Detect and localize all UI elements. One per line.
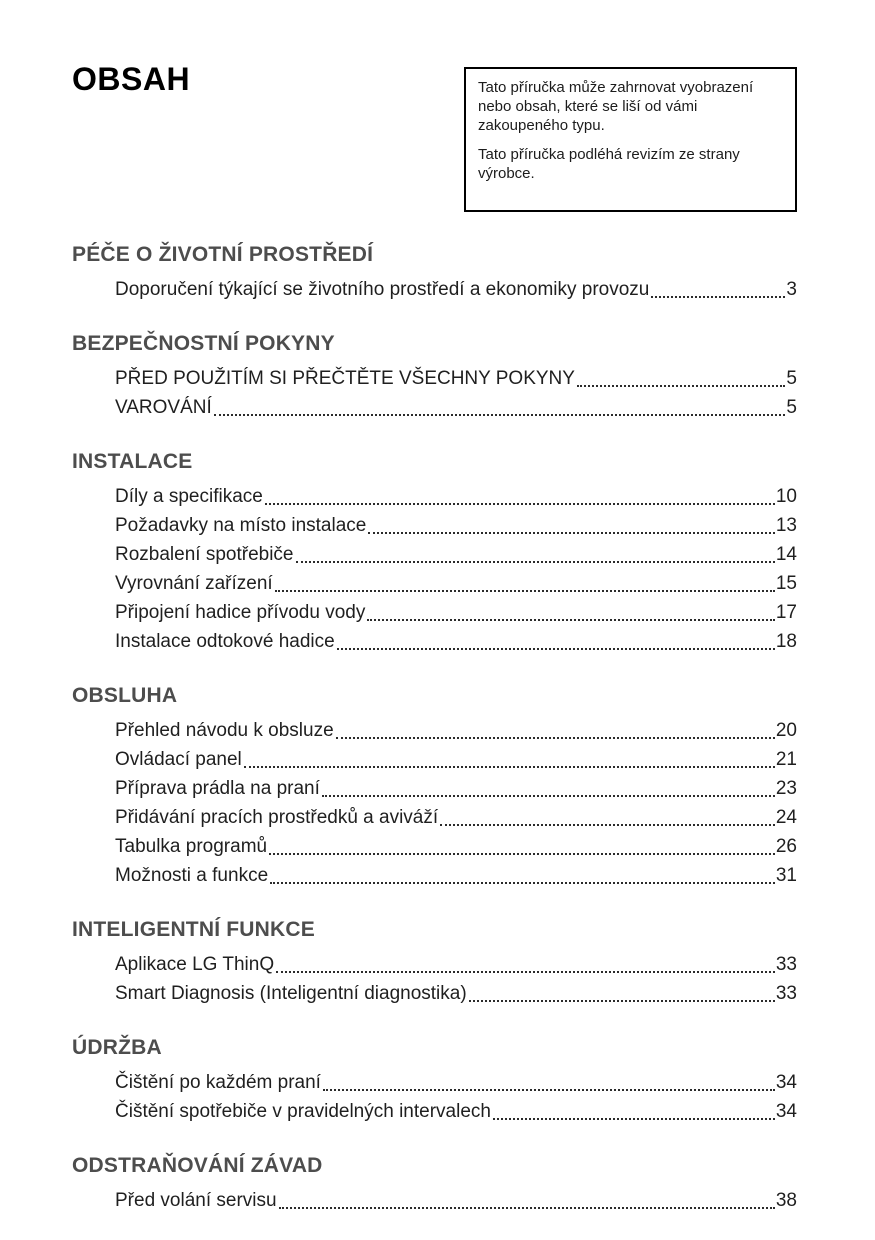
toc-entry [115,1097,797,1126]
toc-section-entries [72,275,797,304]
toc-entry-label: VAROVÁNÍ [115,397,212,418]
page-header [72,60,797,214]
toc-section-entries [72,1068,797,1126]
toc-section-title: ODSTRAŇOVÁNÍ ZÁVAD [72,1154,323,1177]
toc-entry-label: Smart Diagnosis (Inteligentní diagnostika) [115,983,467,1004]
page-title: OBSAH [72,61,191,97]
toc-section [72,1035,797,1126]
toc-entry [115,482,797,511]
dot-leader [276,971,775,973]
toc-section-entries [72,1186,797,1215]
toc-section-title: OBSLUHA [72,684,178,707]
toc-section [72,449,797,656]
dot-leader [265,503,775,505]
toc-entry-label: Instalace odtokové hadice [115,631,335,652]
toc-entry-label: Rozbalení spotřebiče [115,544,294,565]
toc-entry-page-number: 26 [775,836,797,857]
toc-entry-label: Připojení hadice přívodu vody [115,602,366,623]
dot-leader [367,619,775,621]
toc-entry-page-number: 18 [775,631,797,652]
toc-entry-label: Vyrovnání zařízení [115,573,273,594]
toc-entry-label: Díly a specifikace [115,486,263,507]
dot-leader [214,414,786,416]
toc-entry-page-number: 23 [775,778,797,799]
toc-entry-page-number: 21 [775,749,797,770]
toc-section-title: INTELIGENTNÍ FUNKCE [72,918,315,941]
toc-section-title: INSTALACE [72,450,193,473]
toc-entry-page-number: 33 [775,983,797,1004]
toc-entry-page-number: 3 [786,279,797,300]
toc-entry-page-number: 10 [775,486,797,507]
dot-leader [651,296,785,298]
toc-entry [115,511,797,540]
toc-entry [115,393,797,422]
dot-leader [337,648,775,650]
dot-leader [440,824,775,826]
toc-entry-page-number: 20 [775,720,797,741]
toc-entry-page-number: 24 [775,807,797,828]
toc-entry-page-number: 34 [775,1072,797,1093]
dot-leader [270,882,775,884]
table-of-contents [72,242,797,1215]
toc-entry-label: Čištění po každém praní [115,1072,321,1093]
dot-leader [322,795,775,797]
toc-section-entries [72,716,797,890]
toc-entry-label: Doporučení týkající se životního prostředí a ekonomiky provozu [115,279,650,300]
toc-entry [115,627,797,656]
toc-entry-label: Požadavky na místo instalace [115,515,367,536]
toc-entry [115,364,797,393]
toc-entry [115,745,797,774]
toc-entry-label: PŘED POUŽITÍM SI PŘEČTĚTE VŠECHNY POKYNY [115,368,575,389]
dot-leader [336,737,775,739]
toc-section-title: PÉČE O ŽIVOTNÍ PROSTŘEDÍ [72,243,374,266]
toc-entry [115,716,797,745]
toc-entry-label: Před volání servisu [115,1190,277,1211]
toc-entry [115,832,797,861]
toc-section-entries [72,950,797,1008]
toc-entry-page-number: 34 [775,1101,797,1122]
toc-entry-label: Příprava prádla na praní [115,778,320,799]
toc-entry-page-number: 15 [775,573,797,594]
toc-entry-page-number: 5 [786,397,797,418]
toc-entry-page-number: 13 [775,515,797,536]
toc-section [72,331,797,422]
toc-section-title: ÚDRŽBA [72,1036,162,1059]
toc-entry-label: Tabulka programů [115,836,268,857]
toc-entry-label: Aplikace LG ThinQ [115,954,275,975]
disclaimer-paragraph: Tato příručka podléhá revizím ze strany výrobce. [478,146,740,182]
dot-leader [469,1000,775,1002]
toc-entry [115,861,797,890]
toc-section [72,242,797,304]
dot-leader [275,590,775,592]
toc-entry [115,598,797,627]
toc-section-entries [72,482,797,656]
toc-section [72,1153,797,1215]
toc-section-title: BEZPEČNOSTNÍ POKYNY [72,332,335,355]
toc-entry [115,979,797,1008]
toc-section [72,917,797,1008]
disclaimer-paragraph: Tato příručka může zahrnovat vyobrazení nebo obsah, které se liší od vámi zakoupeného typu. [478,79,754,134]
toc-entry-label: Přehled návodu k obsluze [115,720,334,741]
toc-entry [115,803,797,832]
dot-leader [269,853,775,855]
dot-leader [296,561,775,563]
toc-entry [115,540,797,569]
toc-entry-page-number: 17 [775,602,797,623]
toc-entry [115,1186,797,1215]
toc-entry-label: Možnosti a funkce [115,865,269,886]
toc-entry-page-number: 5 [786,368,797,389]
disclaimer-note-box [464,67,797,212]
toc-section [72,683,797,890]
dot-leader [493,1118,775,1120]
toc-entry [115,950,797,979]
toc-section-entries [72,364,797,422]
toc-entry-page-number: 33 [775,954,797,975]
toc-entry-label: Přidávání pracích prostředků a aviváží [115,807,439,828]
dot-leader [279,1207,775,1209]
toc-entry-page-number: 14 [775,544,797,565]
toc-entry-page-number: 31 [775,865,797,886]
toc-entry [115,1068,797,1097]
toc-entry-page-number: 38 [775,1190,797,1211]
toc-entry-label: Čištění spotřebiče v pravidelných intervalech [115,1101,491,1122]
toc-entry-label: Ovládací panel [115,749,242,770]
toc-entry [115,774,797,803]
dot-leader [244,766,775,768]
toc-entry [115,275,797,304]
dot-leader [368,532,775,534]
dot-leader [577,385,785,387]
dot-leader [323,1089,775,1091]
toc-entry [115,569,797,598]
